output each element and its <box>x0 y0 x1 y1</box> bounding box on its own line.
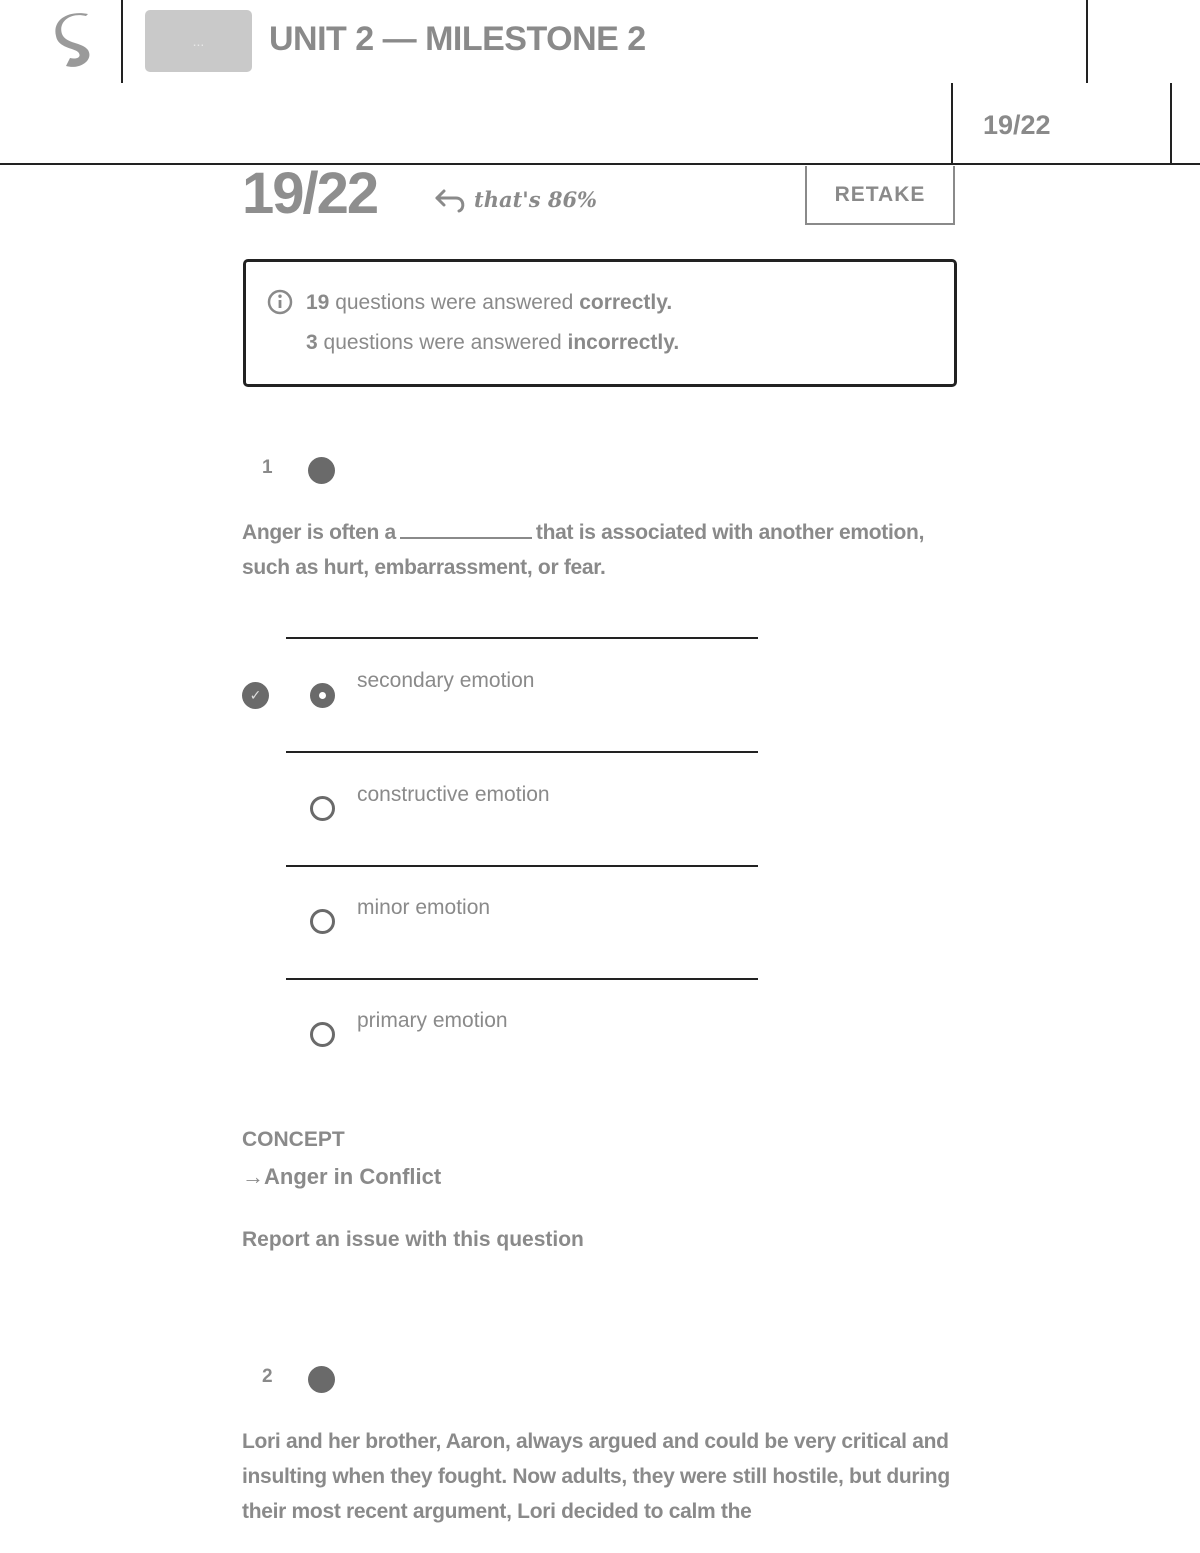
results-summary-box <box>243 259 957 387</box>
question-number: 2 <box>262 1366 273 1387</box>
summary-correct: 19 questions were answered correctly. <box>306 291 673 314</box>
question-text: Lori and her brother, Aaron, always argued and could be very critical and insulting when they fought. Now adults, they were still hostile, but during their most recent argument, Lori decided to calm the <box>242 1430 950 1523</box>
option-label[interactable]: primary emotion <box>357 1009 508 1032</box>
percent-text: that's 86% <box>474 186 598 212</box>
option-divider <box>286 865 758 867</box>
concept-link[interactable]: →Anger in Conflict <box>242 1164 442 1189</box>
score-panel-divider-right <box>1170 83 1172 165</box>
option-label[interactable]: minor emotion <box>357 896 491 919</box>
summary-incorrect: 3 questions were answered incorrectly. <box>306 331 680 354</box>
unit-thumbnail: ... <box>145 10 252 72</box>
option-divider <box>286 751 758 753</box>
fill-in-blank <box>400 536 532 539</box>
curved-arrow-icon <box>434 185 468 213</box>
option-divider <box>286 637 758 639</box>
retake-button[interactable]: RETAKE <box>805 166 955 225</box>
question-status-dot <box>308 1366 335 1393</box>
header-score: 19/22 <box>983 110 1051 140</box>
header-bottom-rule <box>0 163 1200 165</box>
sophia-logo-icon[interactable] <box>50 12 102 70</box>
concept-heading: CONCEPT <box>242 1128 345 1151</box>
option-label[interactable]: secondary emotion <box>357 669 535 692</box>
header-divider-right <box>1086 0 1088 83</box>
option-radio-selected[interactable] <box>310 683 335 708</box>
info-icon <box>266 288 294 316</box>
arrow-right-icon: → <box>242 1164 264 1189</box>
option-radio[interactable] <box>310 796 335 821</box>
correct-check-icon: ✓ <box>242 682 269 709</box>
percent-annotation <box>434 185 597 213</box>
option-label[interactable]: constructive emotion <box>357 783 550 806</box>
question-text: Anger is often a that is associated with another emotion, such as hurt, embarrassment, or fear. <box>242 521 925 579</box>
option-radio[interactable] <box>310 1022 335 1047</box>
option-radio[interactable] <box>310 909 335 934</box>
score-display: 19/22 <box>242 161 378 226</box>
question-status-dot <box>308 457 335 484</box>
report-issue-link[interactable]: Report an issue with this question <box>242 1228 584 1251</box>
score-panel-divider-left <box>951 83 953 165</box>
question-number: 1 <box>262 457 273 478</box>
page-title: UNIT 2 — MILESTONE 2 <box>269 20 646 58</box>
header-divider <box>121 0 123 83</box>
option-divider <box>286 978 758 980</box>
